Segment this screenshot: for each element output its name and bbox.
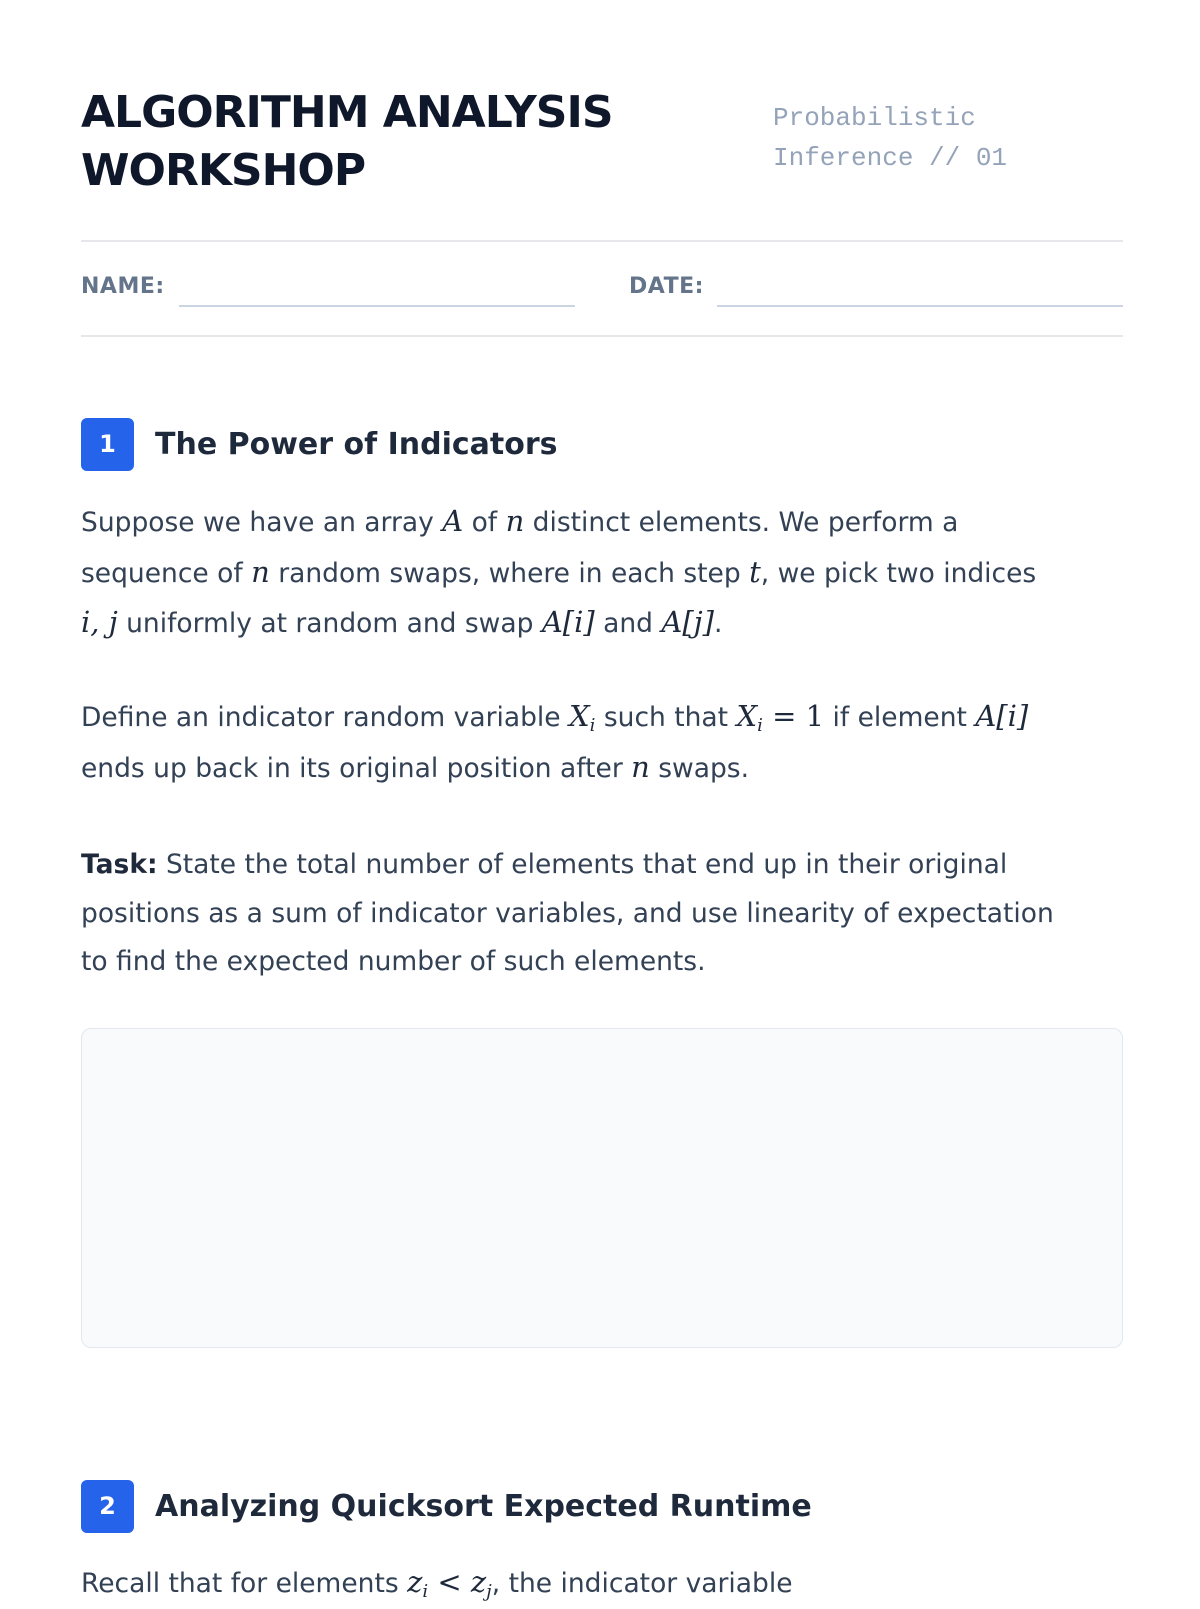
paragraph-line: Recall that for elements $z_i < z_j$, the indicator variable bbox=[81, 1565, 793, 1602]
answer-box[interactable] bbox=[81, 1028, 1123, 1348]
section-1-title: The Power of Indicators bbox=[155, 426, 558, 462]
date-label: DATE: bbox=[629, 274, 704, 299]
subtitle-line-1: Probabilistic bbox=[773, 103, 976, 133]
date-field-line[interactable] bbox=[717, 305, 1123, 307]
section-2-paragraph-1 bbox=[81, 1558, 1123, 1609]
worksheet-subtitle bbox=[773, 98, 1007, 178]
section-1-heading bbox=[81, 417, 558, 471]
section-1-paragraph-1 bbox=[81, 497, 1123, 649]
paragraph-line: ends up back in its original position after n swaps. bbox=[81, 749, 750, 784]
paragraph-line: sequence of n random swaps, where in each step t, we pick two indices bbox=[81, 554, 1037, 589]
name-field-line[interactable] bbox=[179, 305, 575, 307]
paragraph-line: Define an indicator random variable $X_i$ such that $X_i = 1$ if element A[i] bbox=[81, 699, 1029, 736]
section-number-badge: 2 bbox=[81, 1480, 134, 1533]
paragraph-line: i, j uniformly at random and swap A[i] and A[j]. bbox=[81, 605, 723, 639]
header-divider-bottom bbox=[81, 335, 1123, 337]
section-1-task bbox=[81, 841, 1123, 987]
section-1-paragraph-2 bbox=[81, 692, 1123, 793]
header-divider-top bbox=[81, 240, 1123, 242]
worksheet-title bbox=[81, 84, 721, 200]
name-label: NAME: bbox=[81, 274, 165, 299]
section-2-heading bbox=[81, 1479, 812, 1533]
paragraph-line: positions as a sum of indicator variables, and use linearity of expectation bbox=[81, 897, 1054, 929]
subtitle-line-2: Inference // 01 bbox=[773, 143, 1008, 173]
paragraph-line: Suppose we have an array A of n distinct elements. We perform a bbox=[81, 504, 959, 538]
title-line-1: ALGORITHM ANALYSIS bbox=[81, 87, 613, 138]
paragraph-line: Task: State the total number of elements that end up in their original bbox=[81, 849, 1008, 880]
section-number-badge: 1 bbox=[81, 418, 134, 471]
paragraph-line: to find the expected number of such elements. bbox=[81, 946, 706, 977]
title-line-2: WORKSHOP bbox=[81, 145, 366, 196]
section-2-title: Analyzing Quicksort Expected Runtime bbox=[155, 1488, 812, 1524]
task-label: Task: bbox=[81, 849, 158, 880]
worksheet-header bbox=[81, 84, 1123, 204]
